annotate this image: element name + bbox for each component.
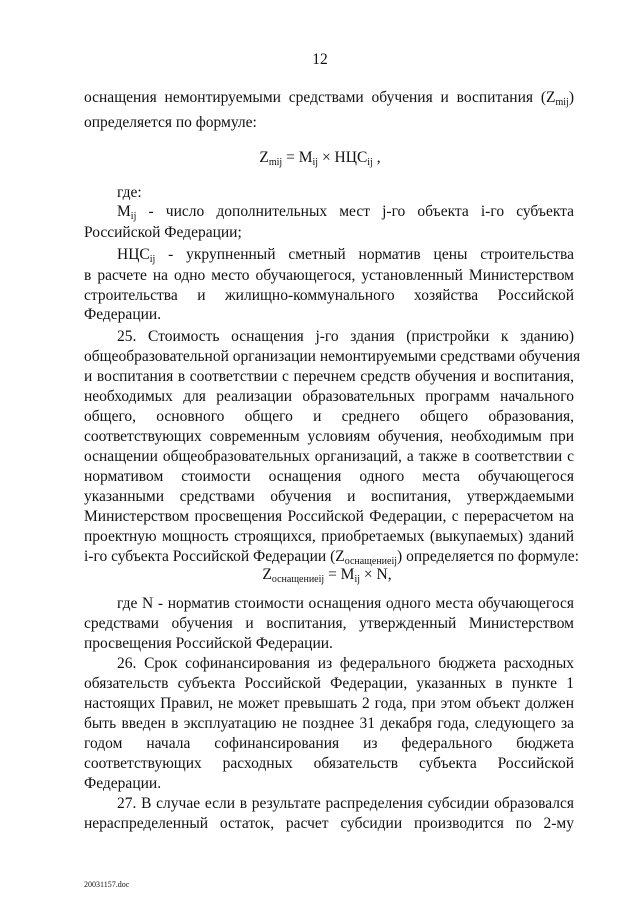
text-line: 25. Стоимость оснащения j-го здания (пристройки к зданию) <box>117 328 574 345</box>
text-line: и воспитания в соответствии с перечнем средств обучения и воспитания, <box>84 368 574 385</box>
text-line: Российской Федерации; <box>84 224 242 241</box>
text-line: оснащении общеобразовательных организаций, а также в соответствии с <box>84 448 574 465</box>
document-filename: 20031157.doc <box>84 880 130 889</box>
page-number: 12 <box>312 51 328 68</box>
text-line: соответствующих современным условиям обучения, необходимым при <box>84 428 574 445</box>
text-line: оснащения немонтируемыми средствами обучения и воспитания $(Z_{mij})$ <box>84 89 574 108</box>
text-line: необходимых для реализации образовательных программ начального <box>84 388 574 405</box>
text-line: где N - норматив стоимости оснащения одного места обучающегося <box>117 595 574 612</box>
formula-zmij: $Z_{mij} = M_{ij} \times НЦС_{ij}$ , <box>259 149 381 168</box>
text-line: Федерации. <box>84 775 162 792</box>
text-line: соответствующих расходных обязательств субъекта Российской <box>84 755 574 772</box>
text-line: нераспределенный остаток, расчет субсидии производится по 2-му <box>84 815 574 832</box>
text-line: настоящих Правил, не может превышать 2 года, при этом объект должен <box>84 695 574 712</box>
text-line: Федерации. <box>84 306 162 323</box>
text-line: проектную мощность строящихся, приобретаемых (выкупаемых) зданий <box>84 528 574 545</box>
text-line: где: <box>117 184 142 201</box>
text-line: общеобразовательной организации немонтируемыми средствами обучения <box>84 348 581 365</box>
text-line: 26. Срок софинансирования из федерального бюджета расходных <box>117 655 574 672</box>
text-line: 27. В случае если в результате распределения субсидии образовался <box>117 795 574 812</box>
text-line: просвещения Российской Федерации. <box>84 635 333 652</box>
text-line: обязательств субъекта Российской Федерации, указанных в пункте 1 <box>84 675 574 692</box>
text-line: определяется по формуле: <box>84 114 257 131</box>
text-line: указанными средствами обучения и воспитания, утверждаемыми <box>84 488 574 505</box>
text-line: $M_{ij}$ - число дополнительных мест j-го объекта i-го субъекта <box>117 203 574 222</box>
text-line: i-го субъекта Российской Федерации $(Z_{оснащениеij})$ определяется по формуле: <box>84 548 579 567</box>
text-line: $НЦС_{ij}$ - укрупненный сметный норматив цены строительства <box>117 246 574 265</box>
text-line: общего, основного общего и среднего общего образования, <box>84 408 574 425</box>
text-line: годом начала софинансирования из федерального бюджета <box>84 735 574 752</box>
text-line: Министерством просвещения Российской Федерации, с перерасчетом на <box>84 508 574 525</box>
text-line: средствами обучения и воспитания, утвержденный Министерством <box>84 615 574 632</box>
text-line: нормативом стоимости оснащения одного места обучающегося <box>84 468 574 485</box>
text-line: быть введен в эксплуатацию не позднее 31 декабря года, следующего за <box>84 715 574 732</box>
text-line: в расчете на одно место обучающегося, установленный Министерством <box>84 267 574 284</box>
text-line: строительства и жилищно-коммунального хозяйства Российской <box>84 287 574 304</box>
formula-zosnashchenie: $Z_{оснащениеij} = M_{ij} \times N$, <box>262 566 392 585</box>
